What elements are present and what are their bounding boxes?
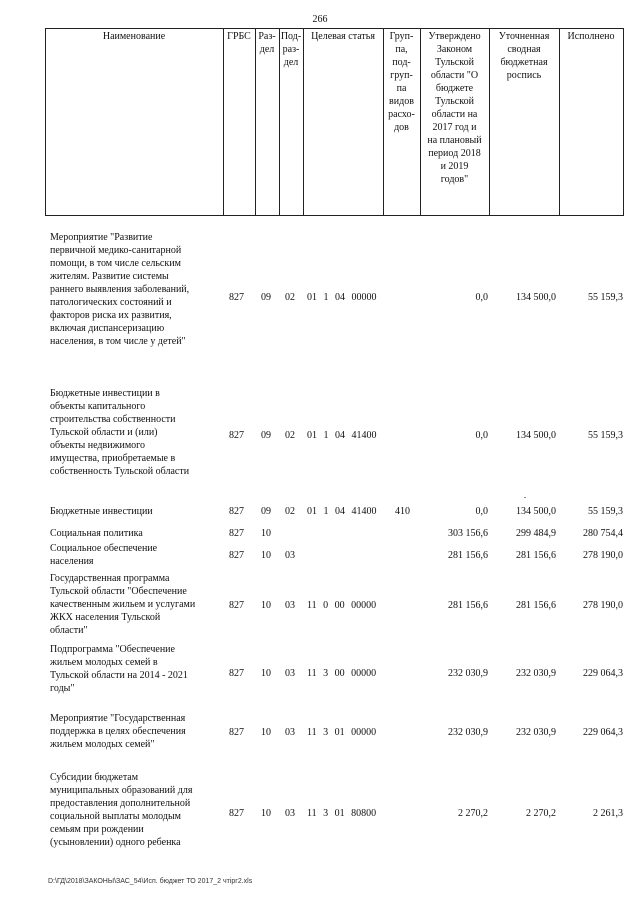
row-name-line: факторов риска их развития, bbox=[50, 310, 172, 321]
col-divider bbox=[255, 28, 256, 216]
col-divider bbox=[623, 28, 624, 216]
row-name-line: ЖКХ населения Тульской bbox=[50, 612, 161, 623]
header-group-line: расхо- bbox=[388, 109, 415, 120]
row-name-line: годы" bbox=[50, 683, 75, 694]
row-grbs: 827 bbox=[229, 506, 244, 517]
header-podrazdel-line: Под- bbox=[280, 31, 302, 42]
header-podrazdel-line: дел bbox=[283, 57, 299, 68]
header-top-border bbox=[45, 28, 623, 29]
header-bottom-border bbox=[45, 215, 623, 216]
row-refined: 281 156,6 bbox=[516, 550, 556, 561]
row-executed: 280 754,4 bbox=[583, 528, 623, 539]
col-divider bbox=[559, 28, 560, 216]
row-name-line: Мероприятие "Развитие bbox=[50, 232, 153, 243]
row-razdel: 09 bbox=[261, 430, 271, 441]
header-approved-line: 2017 год и bbox=[432, 122, 477, 133]
row-podrazdel: 03 bbox=[285, 808, 295, 819]
row-name-line: раннего выявления заболеваний, bbox=[50, 284, 190, 295]
row-podrazdel: 03 bbox=[285, 600, 295, 611]
header-group-line: под- bbox=[392, 57, 411, 68]
row-name-line: жильем молодых семей" bbox=[50, 739, 155, 750]
row-name-line: объекты капитального bbox=[50, 401, 146, 412]
row-refined: 134 500,0 bbox=[516, 430, 556, 441]
row-name bbox=[50, 527, 222, 540]
row-refined: 281 156,6 bbox=[516, 600, 556, 611]
row-name bbox=[50, 572, 222, 637]
row-name-line: собственность Тульской области bbox=[50, 466, 190, 477]
row-target: 01 1 04 41400 bbox=[307, 430, 377, 441]
header-group-line: дов bbox=[394, 122, 409, 133]
row-target: 11 3 01 00000 bbox=[307, 727, 377, 738]
row-executed: 229 064,3 bbox=[583, 668, 623, 679]
row-name-line: Социальная политика bbox=[50, 528, 143, 539]
header-approved-line: Тульской bbox=[435, 96, 474, 107]
page-number: 266 bbox=[312, 14, 328, 25]
row-name-line: Тульской области на 2014 - 2021 bbox=[50, 670, 188, 681]
header-approved-line: Утверждено bbox=[428, 31, 481, 42]
row-name bbox=[50, 231, 222, 348]
header-target: Целевая статья bbox=[311, 31, 375, 42]
row-approved: 0,0 bbox=[475, 506, 488, 517]
row-target: 11 0 00 00000 bbox=[307, 600, 377, 611]
row-name-line: поддержка в целях обеспечения bbox=[50, 726, 186, 737]
row-razdel: 09 bbox=[261, 292, 271, 303]
header-approved-line: бюджете bbox=[435, 83, 474, 94]
row-name-line: социальной выплаты молодым bbox=[50, 811, 182, 822]
row-name-line: первичной медико-санитарной bbox=[50, 245, 182, 256]
row-name-line: области" bbox=[50, 625, 88, 636]
row-name bbox=[50, 643, 222, 695]
row-podrazdel: 02 bbox=[285, 292, 295, 303]
row-name-line: Бюджетные инвестиции в bbox=[50, 388, 160, 399]
row-podrazdel: 03 bbox=[285, 727, 295, 738]
row-approved: 303 156,6 bbox=[448, 528, 488, 539]
row-podrazdel: 02 bbox=[285, 430, 295, 441]
row-name-line: предоставления дополнительной bbox=[50, 798, 191, 809]
header-executed: Исполнено bbox=[567, 31, 615, 42]
row-name-line: строительства собственности bbox=[50, 414, 176, 425]
row-grbs: 827 bbox=[229, 600, 244, 611]
row-name-line: Тульской области "Обеспечение bbox=[50, 586, 187, 597]
row-name-line: объекты недвижимого bbox=[50, 440, 146, 451]
header-grbs: ГРБС bbox=[227, 31, 251, 42]
row-grbs: 827 bbox=[229, 668, 244, 679]
row-refined: 2 270,2 bbox=[526, 808, 556, 819]
row-target: 11 3 00 00000 bbox=[307, 668, 377, 679]
row-name-line: Мероприятие "Государственная bbox=[50, 713, 186, 724]
header-group-line: па bbox=[396, 83, 407, 94]
row-approved: 281 156,6 bbox=[448, 600, 488, 611]
header-razdel-line: дел bbox=[259, 44, 275, 55]
header-approved bbox=[420, 30, 489, 186]
row-name-line: Государственная программа bbox=[50, 573, 170, 584]
header-razdel-line: Раз- bbox=[258, 31, 276, 42]
row-name-line: Субсидии бюджетам bbox=[50, 772, 139, 783]
row-name-line: Бюджетные инвестиции bbox=[50, 506, 153, 517]
header-podrazdel-line: раз- bbox=[282, 44, 300, 55]
row-executed: 55 159,3 bbox=[588, 292, 623, 303]
row-name-line: Социальное обеспечение bbox=[50, 543, 158, 554]
row-podrazdel: 03 bbox=[285, 668, 295, 679]
row-razdel: 10 bbox=[261, 600, 271, 611]
row-name-line: населения, в том числе у детей" bbox=[50, 336, 186, 347]
row-name-line: включая диспансеризацию bbox=[50, 323, 165, 334]
header-approved-line: и 2019 bbox=[440, 161, 469, 172]
row-refined: 134 500,0 bbox=[516, 506, 556, 517]
row-refined: 232 030,9 bbox=[516, 727, 556, 738]
row-name bbox=[50, 542, 222, 568]
row-name-line: (усыновлении) одного ребенка bbox=[50, 837, 181, 848]
header-razdel bbox=[255, 30, 279, 56]
header-approved-line: период 2018 bbox=[428, 148, 481, 159]
row-target: 11 3 01 80800 bbox=[307, 808, 377, 819]
header-refined-line: роспись bbox=[506, 70, 542, 81]
row-executed: 278 190,0 bbox=[583, 550, 623, 561]
header-group bbox=[383, 30, 420, 134]
header-refined-line: бюджетная bbox=[500, 57, 548, 68]
header-approved-line: на плановый bbox=[427, 135, 482, 146]
row-grbs: 827 bbox=[229, 528, 244, 539]
row-refined: 232 030,9 bbox=[516, 668, 556, 679]
row-name-line: населения bbox=[50, 556, 94, 567]
row-razdel: 10 bbox=[261, 808, 271, 819]
row-grbs: 827 bbox=[229, 430, 244, 441]
header-refined-line: Уточненная bbox=[498, 31, 550, 42]
header-approved-line: Законом bbox=[436, 44, 473, 55]
header-approved-line: области на bbox=[431, 109, 478, 120]
row-approved: 232 030,9 bbox=[448, 668, 488, 679]
row-grbs: 827 bbox=[229, 292, 244, 303]
header-name: Наименование bbox=[102, 31, 166, 42]
col-divider bbox=[303, 28, 304, 216]
row-razdel: 09 bbox=[261, 506, 271, 517]
table-header bbox=[45, 28, 623, 216]
header-group-line: видов bbox=[389, 96, 414, 107]
row-name bbox=[50, 387, 222, 478]
row-name-line: семьям при рождении bbox=[50, 824, 144, 835]
row-name bbox=[50, 771, 222, 849]
row-name-line: жителям. Развитие системы bbox=[50, 271, 169, 282]
row-razdel: 10 bbox=[261, 528, 271, 539]
row-name-line: патологических состояний и bbox=[50, 297, 172, 308]
row-refined: 134 500,0 bbox=[516, 292, 556, 303]
row-razdel: 10 bbox=[261, 727, 271, 738]
row-name-line: Тульской области и (или) bbox=[50, 427, 158, 438]
row-approved: 0,0 bbox=[475, 292, 488, 303]
row-name bbox=[50, 505, 222, 518]
row-podrazdel: 03 bbox=[285, 550, 295, 561]
row-grbs: 827 bbox=[229, 808, 244, 819]
row-executed: 278 190,0 bbox=[583, 600, 623, 611]
header-approved-line: годов" bbox=[440, 174, 469, 185]
row-name-line: качественным жильем и услугами bbox=[50, 599, 196, 610]
file-path-footer: D:\ГД\2018\ЗАКОНЫ\ЗАС_54\Исп. бюджет ТО 2017_2 чтірг2.xls bbox=[48, 878, 253, 885]
row-name-line: имущества, приобретаемые в bbox=[50, 453, 176, 464]
row-target: 01 1 04 41400 bbox=[307, 506, 377, 517]
row-approved: 232 030,9 bbox=[448, 727, 488, 738]
header-group-line: Груп- bbox=[389, 31, 414, 42]
row-razdel: 10 bbox=[261, 668, 271, 679]
row-approved: 0,0 bbox=[475, 430, 488, 441]
header-podrazdel bbox=[279, 30, 303, 69]
row-group: 410 bbox=[395, 506, 410, 517]
row-approved: 281 156,6 bbox=[448, 550, 488, 561]
row-name-line: муниципальных образований для bbox=[50, 785, 193, 796]
header-refined-line: сводная bbox=[507, 44, 541, 55]
header-approved-line: Тульской bbox=[435, 57, 474, 68]
header-group-line: груп- bbox=[390, 70, 413, 81]
scan-speck bbox=[524, 497, 526, 498]
row-target: 01 1 04 00000 bbox=[307, 292, 377, 303]
row-executed: 229 064,3 bbox=[583, 727, 623, 738]
header-group-line: па, bbox=[395, 44, 408, 55]
row-grbs: 827 bbox=[229, 550, 244, 561]
row-grbs: 827 bbox=[229, 727, 244, 738]
row-name-line: помощи, в том числе сельским bbox=[50, 258, 181, 269]
col-divider bbox=[45, 28, 46, 216]
row-refined: 299 484,9 bbox=[516, 528, 556, 539]
row-executed: 55 159,3 bbox=[588, 506, 623, 517]
row-name bbox=[50, 712, 222, 751]
row-approved: 2 270,2 bbox=[458, 808, 488, 819]
row-executed: 55 159,3 bbox=[588, 430, 623, 441]
row-razdel: 10 bbox=[261, 550, 271, 561]
row-name-line: жильем молодых семей в bbox=[50, 657, 158, 668]
col-divider bbox=[223, 28, 224, 216]
row-executed: 2 261,3 bbox=[593, 808, 623, 819]
row-name-line: Подпрограмма "Обеспечение bbox=[50, 644, 175, 655]
row-podrazdel: 02 bbox=[285, 506, 295, 517]
header-approved-line: области "О bbox=[430, 70, 479, 81]
header-refined bbox=[489, 30, 559, 82]
